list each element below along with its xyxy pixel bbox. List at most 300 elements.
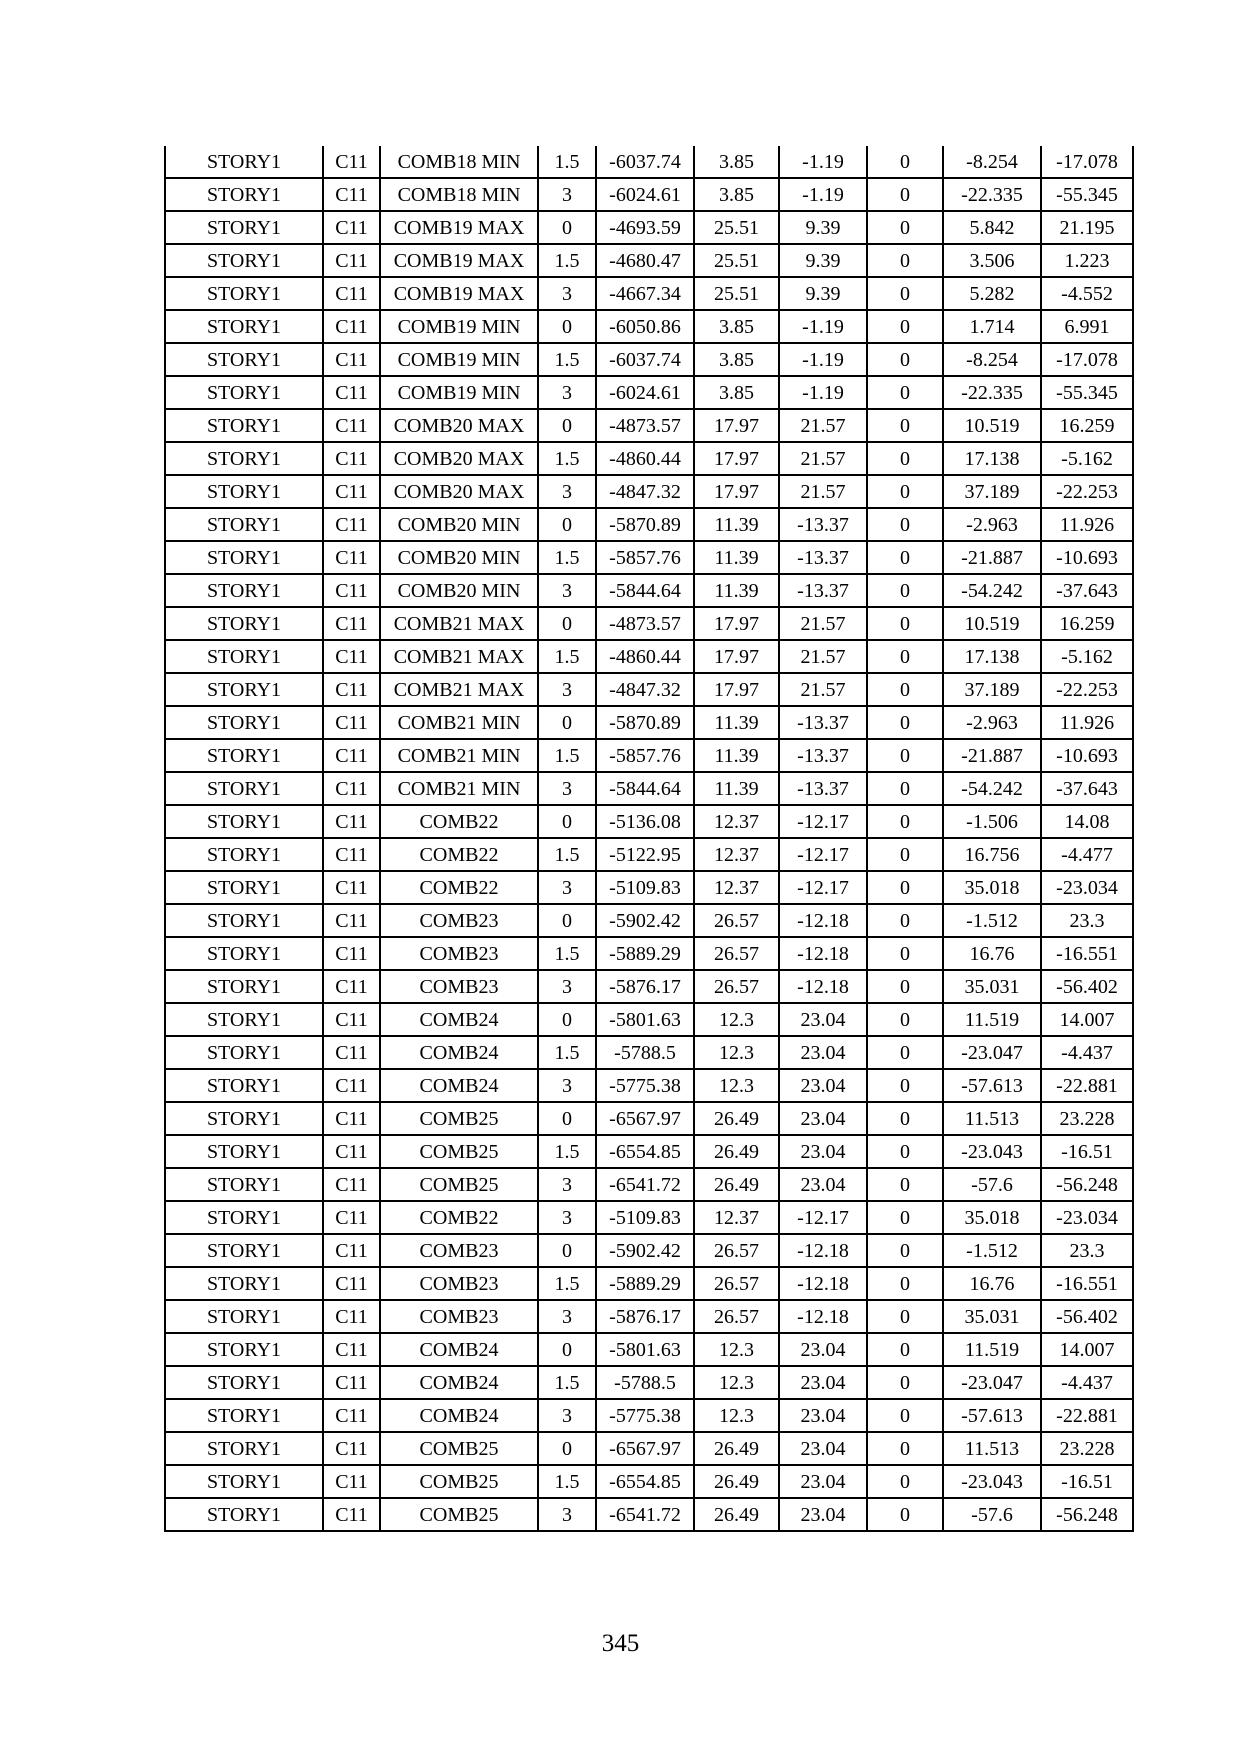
table-row [165, 1300, 1133, 1333]
table-cell-v2: 12.37 [694, 838, 779, 871]
table-cell-story: STORY1 [165, 244, 323, 277]
table-cell-t: 0 [867, 739, 943, 772]
table-cell-v2: 26.49 [694, 1135, 779, 1168]
table-cell-m2: -23.043 [943, 1135, 1041, 1168]
table-cell-m2: -22.335 [943, 178, 1041, 211]
table-cell-column: C11 [323, 343, 380, 376]
table-cell-story: STORY1 [165, 706, 323, 739]
table-cell-story: STORY1 [165, 1234, 323, 1267]
table-cell-station: 3 [538, 574, 596, 607]
table-cell-p: -5870.89 [596, 508, 694, 541]
table-cell-v2: 3.85 [694, 376, 779, 409]
table-cell-m2: -54.242 [943, 772, 1041, 805]
table-cell-p: -6554.85 [596, 1465, 694, 1498]
table-cell-m3: -16.51 [1041, 1135, 1133, 1168]
table-cell-story: STORY1 [165, 1399, 323, 1432]
table-cell-p: -5844.64 [596, 772, 694, 805]
table-cell-m3: 23.228 [1041, 1432, 1133, 1465]
table-cell-m3: 23.3 [1041, 1234, 1133, 1267]
table-cell-m2: -8.254 [943, 343, 1041, 376]
table-cell-v2: 3.85 [694, 146, 779, 178]
table-cell-v3: 23.04 [779, 1168, 867, 1201]
table-cell-v3: 9.39 [779, 211, 867, 244]
table-cell-column: C11 [323, 475, 380, 508]
table-cell-m3: -5.162 [1041, 442, 1133, 475]
table-cell-m2: -2.963 [943, 508, 1041, 541]
table-row [165, 871, 1133, 904]
table-cell-v2: 26.49 [694, 1465, 779, 1498]
table-cell-v3: -1.19 [779, 178, 867, 211]
table-cell-story: STORY1 [165, 475, 323, 508]
table-cell-station: 1.5 [538, 442, 596, 475]
table-cell-v3: 9.39 [779, 277, 867, 310]
table-cell-m3: -55.345 [1041, 178, 1133, 211]
table-cell-t: 0 [867, 904, 943, 937]
table-cell-station: 0 [538, 1102, 596, 1135]
table-cell-station: 3 [538, 475, 596, 508]
table-cell-m2: 17.138 [943, 442, 1041, 475]
table-cell-story: STORY1 [165, 640, 323, 673]
table-cell-column: C11 [323, 970, 380, 1003]
table-cell-p: -5788.5 [596, 1366, 694, 1399]
table-cell-m2: 10.519 [943, 409, 1041, 442]
table-cell-v3: -12.18 [779, 937, 867, 970]
table-cell-station: 0 [538, 706, 596, 739]
table-cell-column: C11 [323, 1498, 380, 1531]
table-row [165, 541, 1133, 574]
table-row [165, 1201, 1133, 1234]
table-cell-story: STORY1 [165, 805, 323, 838]
table-row [165, 1267, 1133, 1300]
table-cell-story: STORY1 [165, 1432, 323, 1465]
table-cell-station: 0 [538, 805, 596, 838]
table-cell-v3: 23.04 [779, 1036, 867, 1069]
table-cell-combo: COMB23 [380, 1300, 538, 1333]
table-cell-column: C11 [323, 1366, 380, 1399]
table-cell-p: -5870.89 [596, 706, 694, 739]
table-cell-story: STORY1 [165, 970, 323, 1003]
table-row [165, 343, 1133, 376]
table-cell-column: C11 [323, 376, 380, 409]
table-cell-combo: COMB19 MIN [380, 376, 538, 409]
table-cell-station: 3 [538, 376, 596, 409]
table-cell-v3: -12.17 [779, 1201, 867, 1234]
table-cell-story: STORY1 [165, 1135, 323, 1168]
table-cell-combo: COMB20 MAX [380, 475, 538, 508]
table-cell-v2: 26.57 [694, 904, 779, 937]
table-cell-v2: 12.3 [694, 1003, 779, 1036]
table-row [165, 739, 1133, 772]
table-cell-story: STORY1 [165, 277, 323, 310]
table-cell-m2: 11.519 [943, 1003, 1041, 1036]
table-cell-p: -4680.47 [596, 244, 694, 277]
table-cell-station: 1.5 [538, 640, 596, 673]
table-cell-station: 1.5 [538, 937, 596, 970]
table-cell-m3: 16.259 [1041, 409, 1133, 442]
table-cell-story: STORY1 [165, 937, 323, 970]
table-cell-m3: -16.551 [1041, 1267, 1133, 1300]
table-cell-story: STORY1 [165, 1003, 323, 1036]
table-cell-combo: COMB21 MAX [380, 640, 538, 673]
table-cell-v3: 23.04 [779, 1333, 867, 1366]
table-cell-column: C11 [323, 838, 380, 871]
table-cell-column: C11 [323, 310, 380, 343]
table-cell-v2: 26.57 [694, 1300, 779, 1333]
table-cell-m3: -10.693 [1041, 739, 1133, 772]
table-cell-combo: COMB24 [380, 1366, 538, 1399]
table-row [165, 376, 1133, 409]
table-cell-v3: -12.18 [779, 970, 867, 1003]
table-cell-story: STORY1 [165, 739, 323, 772]
table-cell-column: C11 [323, 244, 380, 277]
table-cell-station: 3 [538, 1300, 596, 1333]
table-cell-t: 0 [867, 1003, 943, 1036]
table-cell-m2: -21.887 [943, 541, 1041, 574]
table-cell-m2: 11.513 [943, 1432, 1041, 1465]
table-cell-p: -5801.63 [596, 1333, 694, 1366]
table-cell-t: 0 [867, 1498, 943, 1531]
table-cell-m3: 14.08 [1041, 805, 1133, 838]
table-cell-combo: COMB21 MIN [380, 772, 538, 805]
table-cell-m3: 1.223 [1041, 244, 1133, 277]
table-row [165, 1465, 1133, 1498]
table-cell-m2: 11.519 [943, 1333, 1041, 1366]
table-row [165, 1135, 1133, 1168]
table-cell-t: 0 [867, 1036, 943, 1069]
page-number: 345 [601, 1630, 640, 1657]
table-cell-p: -5857.76 [596, 739, 694, 772]
table-cell-column: C11 [323, 1465, 380, 1498]
table-row [165, 838, 1133, 871]
table-cell-v2: 26.49 [694, 1102, 779, 1135]
table-cell-p: -6024.61 [596, 178, 694, 211]
table-cell-v2: 25.51 [694, 244, 779, 277]
table-cell-m3: -10.693 [1041, 541, 1133, 574]
table-cell-station: 3 [538, 772, 596, 805]
table-row [165, 211, 1133, 244]
table-cell-v2: 26.49 [694, 1498, 779, 1531]
table-cell-m2: -23.043 [943, 1465, 1041, 1498]
table-cell-column: C11 [323, 1300, 380, 1333]
table-cell-combo: COMB19 MIN [380, 310, 538, 343]
table-cell-m2: -57.6 [943, 1498, 1041, 1531]
table-cell-p: -5889.29 [596, 937, 694, 970]
table-cell-m3: 14.007 [1041, 1333, 1133, 1366]
table-cell-combo: COMB23 [380, 904, 538, 937]
table-cell-m3: -37.643 [1041, 574, 1133, 607]
table-cell-story: STORY1 [165, 178, 323, 211]
table-row [165, 904, 1133, 937]
table-cell-t: 0 [867, 541, 943, 574]
table-cell-m2: 1.714 [943, 310, 1041, 343]
table-cell-combo: COMB20 MIN [380, 574, 538, 607]
table-cell-m2: 37.189 [943, 475, 1041, 508]
table-cell-station: 1.5 [538, 1465, 596, 1498]
table-cell-column: C11 [323, 178, 380, 211]
table-cell-column: C11 [323, 1102, 380, 1135]
table-cell-v2: 26.49 [694, 1432, 779, 1465]
table-row [165, 146, 1133, 178]
table-cell-v3: -13.37 [779, 508, 867, 541]
table-cell-t: 0 [867, 1102, 943, 1135]
table-row [165, 475, 1133, 508]
table-cell-station: 3 [538, 277, 596, 310]
table-cell-station: 3 [538, 871, 596, 904]
table-cell-combo: COMB18 MIN [380, 178, 538, 211]
table-cell-m2: -57.613 [943, 1069, 1041, 1102]
table-cell-v3: -12.18 [779, 1234, 867, 1267]
table-cell-v2: 17.97 [694, 673, 779, 706]
table-cell-combo: COMB24 [380, 1003, 538, 1036]
table-cell-story: STORY1 [165, 541, 323, 574]
table-cell-m3: -17.078 [1041, 343, 1133, 376]
table-cell-t: 0 [867, 805, 943, 838]
table-cell-m3: -37.643 [1041, 772, 1133, 805]
table-cell-story: STORY1 [165, 1168, 323, 1201]
table-row [165, 640, 1133, 673]
table-cell-combo: COMB21 MIN [380, 706, 538, 739]
table-container [164, 146, 1132, 1532]
table-cell-t: 0 [867, 772, 943, 805]
table-cell-column: C11 [323, 1234, 380, 1267]
table-cell-t: 0 [867, 1300, 943, 1333]
table-cell-v3: -13.37 [779, 739, 867, 772]
table-cell-p: -5775.38 [596, 1069, 694, 1102]
table-cell-m3: -56.402 [1041, 1300, 1133, 1333]
table-cell-m3: -23.034 [1041, 871, 1133, 904]
table-cell-combo: COMB19 MAX [380, 277, 538, 310]
table-cell-t: 0 [867, 1168, 943, 1201]
table-cell-m3: 6.991 [1041, 310, 1133, 343]
table-cell-m2: -54.242 [943, 574, 1041, 607]
table-row [165, 1036, 1133, 1069]
table-cell-v3: 21.57 [779, 475, 867, 508]
table-cell-column: C11 [323, 1069, 380, 1102]
table-row [165, 508, 1133, 541]
table-cell-column: C11 [323, 706, 380, 739]
table-cell-m2: 16.76 [943, 937, 1041, 970]
table-cell-column: C11 [323, 277, 380, 310]
table-cell-v2: 12.3 [694, 1069, 779, 1102]
table-cell-t: 0 [867, 1432, 943, 1465]
table-cell-m2: -2.963 [943, 706, 1041, 739]
table-cell-story: STORY1 [165, 838, 323, 871]
table-cell-m3: 11.926 [1041, 508, 1133, 541]
table-cell-column: C11 [323, 1003, 380, 1036]
table-cell-p: -5889.29 [596, 1267, 694, 1300]
table-cell-t: 0 [867, 178, 943, 211]
table-cell-column: C11 [323, 640, 380, 673]
table-cell-p: -4860.44 [596, 442, 694, 475]
table-cell-combo: COMB25 [380, 1465, 538, 1498]
table-cell-p: -5876.17 [596, 1300, 694, 1333]
table-cell-column: C11 [323, 772, 380, 805]
table-cell-v2: 17.97 [694, 475, 779, 508]
table-cell-column: C11 [323, 442, 380, 475]
table-cell-station: 1.5 [538, 541, 596, 574]
table-cell-p: -5775.38 [596, 1399, 694, 1432]
table-cell-story: STORY1 [165, 574, 323, 607]
table-cell-station: 3 [538, 1498, 596, 1531]
table-cell-v2: 12.37 [694, 1201, 779, 1234]
table-cell-t: 0 [867, 1465, 943, 1498]
table-cell-m2: -21.887 [943, 739, 1041, 772]
table-cell-column: C11 [323, 871, 380, 904]
table-cell-m3: -4.477 [1041, 838, 1133, 871]
table-cell-column: C11 [323, 937, 380, 970]
table-cell-v2: 12.37 [694, 805, 779, 838]
table-cell-t: 0 [867, 1333, 943, 1366]
table-cell-t: 0 [867, 1267, 943, 1300]
table-row [165, 310, 1133, 343]
table-cell-v3: -12.18 [779, 1267, 867, 1300]
table-cell-t: 0 [867, 871, 943, 904]
table-cell-t: 0 [867, 442, 943, 475]
table-cell-m3: -22.881 [1041, 1399, 1133, 1432]
table-cell-t: 0 [867, 508, 943, 541]
table-cell-story: STORY1 [165, 1465, 323, 1498]
table-cell-combo: COMB20 MAX [380, 442, 538, 475]
table-cell-v3: -13.37 [779, 706, 867, 739]
table-cell-t: 0 [867, 1366, 943, 1399]
table-cell-story: STORY1 [165, 1102, 323, 1135]
table-cell-v3: 23.04 [779, 1135, 867, 1168]
table-cell-v2: 12.37 [694, 871, 779, 904]
table-cell-v2: 11.39 [694, 739, 779, 772]
table-cell-v3: 23.04 [779, 1432, 867, 1465]
table-cell-v2: 3.85 [694, 178, 779, 211]
table-cell-m3: -56.248 [1041, 1498, 1133, 1531]
table-cell-t: 0 [867, 376, 943, 409]
table-cell-column: C11 [323, 673, 380, 706]
table-cell-m2: -57.613 [943, 1399, 1041, 1432]
table-cell-station: 1.5 [538, 1366, 596, 1399]
table-cell-t: 0 [867, 211, 943, 244]
table-cell-column: C11 [323, 1432, 380, 1465]
table-cell-combo: COMB25 [380, 1102, 538, 1135]
table-cell-station: 3 [538, 1168, 596, 1201]
table-cell-m3: -16.551 [1041, 937, 1133, 970]
table-cell-m2: 5.282 [943, 277, 1041, 310]
table-cell-v2: 11.39 [694, 574, 779, 607]
table-cell-v2: 11.39 [694, 541, 779, 574]
table-cell-p: -6024.61 [596, 376, 694, 409]
table-cell-t: 0 [867, 343, 943, 376]
table-cell-v3: -13.37 [779, 574, 867, 607]
table-cell-combo: COMB21 MAX [380, 673, 538, 706]
table-cell-v2: 12.3 [694, 1333, 779, 1366]
table-cell-t: 0 [867, 146, 943, 178]
table-cell-m3: -17.078 [1041, 146, 1133, 178]
table-cell-combo: COMB19 MAX [380, 211, 538, 244]
table-cell-station: 0 [538, 508, 596, 541]
table-cell-combo: COMB22 [380, 805, 538, 838]
table-cell-v3: 23.04 [779, 1498, 867, 1531]
table-cell-p: -4847.32 [596, 475, 694, 508]
table-row [165, 574, 1133, 607]
table-cell-v3: -12.17 [779, 805, 867, 838]
table-cell-t: 0 [867, 310, 943, 343]
table-cell-v3: 21.57 [779, 640, 867, 673]
table-cell-station: 3 [538, 178, 596, 211]
table-cell-story: STORY1 [165, 1300, 323, 1333]
table-cell-combo: COMB23 [380, 1267, 538, 1300]
table-cell-p: -6050.86 [596, 310, 694, 343]
table-cell-v2: 3.85 [694, 343, 779, 376]
table-cell-m3: 23.228 [1041, 1102, 1133, 1135]
table-cell-column: C11 [323, 904, 380, 937]
table-cell-v3: 23.04 [779, 1366, 867, 1399]
table-cell-m2: 35.018 [943, 1201, 1041, 1234]
table-cell-m3: -56.402 [1041, 970, 1133, 1003]
table-cell-station: 1.5 [538, 244, 596, 277]
table-cell-combo: COMB25 [380, 1498, 538, 1531]
table-cell-station: 0 [538, 211, 596, 244]
table-cell-m2: 35.031 [943, 1300, 1041, 1333]
table-cell-station: 0 [538, 607, 596, 640]
table-cell-v3: 21.57 [779, 673, 867, 706]
table-cell-combo: COMB22 [380, 838, 538, 871]
table-cell-t: 0 [867, 574, 943, 607]
table-cell-p: -6037.74 [596, 343, 694, 376]
table-cell-v2: 26.49 [694, 1168, 779, 1201]
table-cell-m2: -1.506 [943, 805, 1041, 838]
table-cell-combo: COMB21 MAX [380, 607, 538, 640]
table-row [165, 673, 1133, 706]
table-cell-v2: 17.97 [694, 640, 779, 673]
table-cell-story: STORY1 [165, 376, 323, 409]
table-body [165, 146, 1133, 1531]
table-cell-m3: -22.881 [1041, 1069, 1133, 1102]
table-cell-station: 3 [538, 1399, 596, 1432]
table-cell-combo: COMB25 [380, 1432, 538, 1465]
table-cell-v3: -12.17 [779, 871, 867, 904]
table-cell-p: -5902.42 [596, 1234, 694, 1267]
table-cell-m3: -22.253 [1041, 475, 1133, 508]
table-cell-p: -4860.44 [596, 640, 694, 673]
table-cell-t: 0 [867, 607, 943, 640]
table-cell-t: 0 [867, 277, 943, 310]
table-cell-station: 0 [538, 310, 596, 343]
table-cell-combo: COMB23 [380, 937, 538, 970]
table-cell-m3: -55.345 [1041, 376, 1133, 409]
table-cell-p: -4873.57 [596, 409, 694, 442]
table-cell-t: 0 [867, 1135, 943, 1168]
table-cell-p: -5136.08 [596, 805, 694, 838]
table-cell-station: 3 [538, 970, 596, 1003]
table-cell-column: C11 [323, 508, 380, 541]
table-row [165, 805, 1133, 838]
table-cell-m2: 16.756 [943, 838, 1041, 871]
table-cell-story: STORY1 [165, 1201, 323, 1234]
table-cell-p: -5788.5 [596, 1036, 694, 1069]
table-row [165, 607, 1133, 640]
table-row [165, 244, 1133, 277]
table-cell-v3: 23.04 [779, 1102, 867, 1135]
table-cell-story: STORY1 [165, 1267, 323, 1300]
table-cell-t: 0 [867, 970, 943, 1003]
table-cell-station: 0 [538, 409, 596, 442]
table-cell-column: C11 [323, 1399, 380, 1432]
table-cell-p: -5857.76 [596, 541, 694, 574]
table-cell-m3: 21.195 [1041, 211, 1133, 244]
table-cell-v2: 25.51 [694, 277, 779, 310]
table-cell-m2: 17.138 [943, 640, 1041, 673]
table-cell-combo: COMB23 [380, 970, 538, 1003]
table-cell-story: STORY1 [165, 607, 323, 640]
table-cell-m3: -4.437 [1041, 1366, 1133, 1399]
table-cell-v3: 21.57 [779, 409, 867, 442]
